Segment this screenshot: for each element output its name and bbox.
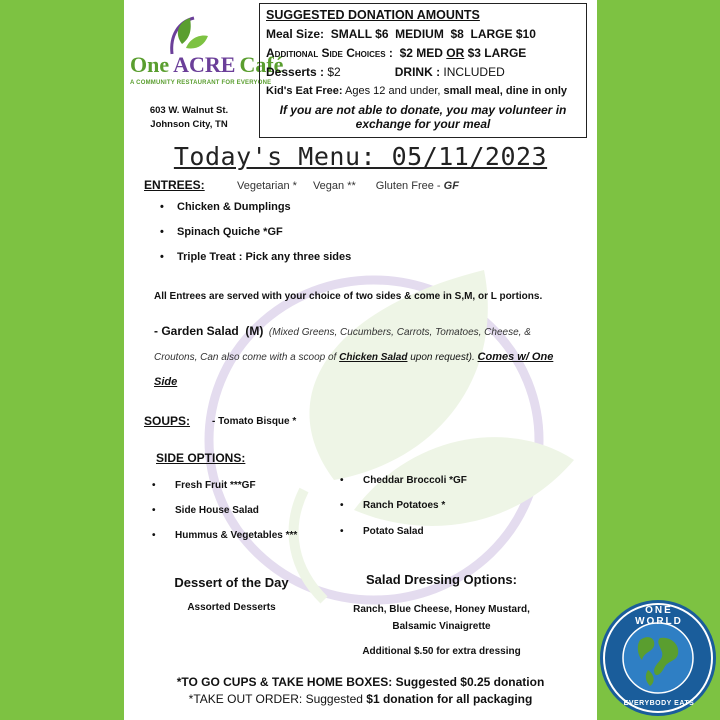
logo-wordmark: One ACRE Café xyxy=(130,52,284,77)
dessert-heading: Dessert of the Day xyxy=(174,575,289,590)
dressing-line1: Ranch, Blue Cheese, Honey Mustard, xyxy=(353,604,530,615)
donation-title: SUGGESTED DONATION AMOUNTS xyxy=(266,8,480,22)
side-item: • Potato Salad xyxy=(340,526,424,537)
page-title: Today's Menu: 05/11/2023 xyxy=(173,142,548,171)
entrees-heading: ENTREES: xyxy=(144,178,205,192)
dressing-heading: Salad Dressing Options: xyxy=(366,572,517,587)
take-out-note: *TAKE OUT ORDER: Suggested $1 donation for all packaging xyxy=(188,692,533,706)
side-options-heading: SIDE OPTIONS: xyxy=(156,451,246,465)
volunteer-note: If you are not able to donate, you may volunteer in exchange for your meal xyxy=(279,103,567,131)
badge-bottom-text: EVERYBODY EATS xyxy=(623,700,695,707)
address-line1: 603 W. Walnut St. xyxy=(149,105,229,116)
entree-note: All Entrees are served with your choice of two sides & come in S,M, or L portions. xyxy=(154,291,543,302)
side-item: • Ranch Potatoes * xyxy=(340,500,446,511)
desserts-row: Desserts : $2 DRINK : INCLUDED xyxy=(266,65,505,79)
entree-item: • Chicken & Dumplings xyxy=(160,201,291,213)
diet-legend: Vegetarian * Vegan ** Gluten Free - GF xyxy=(237,180,459,192)
to-go-note: *TO GO CUPS & TAKE HOME BOXES: Suggested $0.25 donation xyxy=(176,675,545,689)
entree-item: • Spinach Quiche *GF xyxy=(160,226,283,238)
dessert-value: Assorted Desserts xyxy=(187,602,276,613)
badge-top-text: ONE WORLD xyxy=(635,605,683,627)
donation-box xyxy=(259,3,587,138)
garden-salad: - Garden Salad (M) (Mixed Greens, Cucumbers, Carrots, Tomatoes, Cheese, & Croutons, Can also come with a scoop of Chicken Salad upon request). Comes w/ One Side xyxy=(154,324,554,388)
address xyxy=(134,104,244,132)
side-choices-row: Additional Side Choices : $2 MED OR $3 LARGE xyxy=(266,46,527,60)
dressing-line2: Balsamic Vinaigrette xyxy=(392,621,491,632)
logo-tagline: A COMMUNITY RESTAURANT FOR EVERYONE xyxy=(130,80,272,86)
side-item: • Hummus & Vegetables *** xyxy=(152,530,298,541)
side-item: • Cheddar Broccoli *GF xyxy=(340,475,467,486)
kids-row: Kid's Eat Free: Ages 12 and under, small meal, dine in only xyxy=(266,85,568,97)
entree-item: • Triple Treat : Pick any three sides xyxy=(160,251,352,263)
meal-size-row: Meal Size: SMALL $6 MEDIUM $8 LARGE $10 xyxy=(266,27,536,41)
side-item: • Side House Salad xyxy=(152,505,259,516)
dressing-extra: Additional $.50 for extra dressing xyxy=(362,646,521,657)
menu-page xyxy=(124,0,597,720)
side-item: • Fresh Fruit ***GF xyxy=(152,480,256,491)
soups-heading: SOUPS: xyxy=(144,414,191,428)
address-line2: Johnson City, TN xyxy=(150,119,228,130)
soup-item: - Tomato Bisque * xyxy=(212,416,297,427)
